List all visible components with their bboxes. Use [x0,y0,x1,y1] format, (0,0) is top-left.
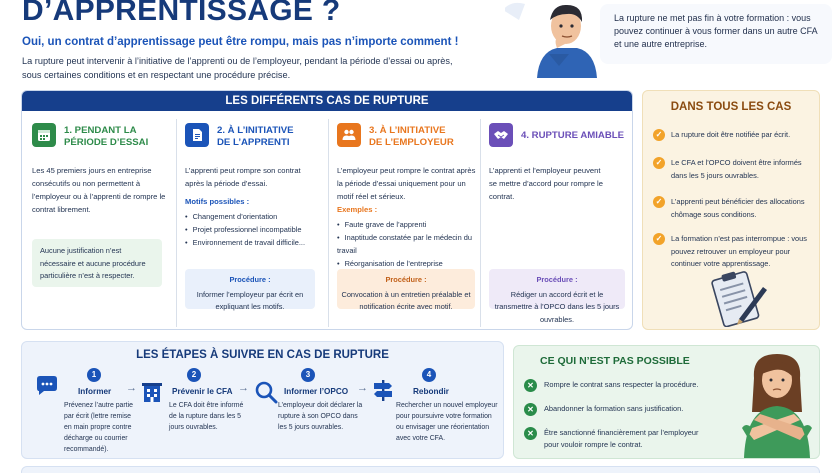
step-number: 4 [422,368,436,382]
cross-icon: ✕ [524,403,537,416]
case-description: L’employeur peut rompre le contrat après la période d’essai uniquement pour un motif réel et sérieux. [337,166,476,201]
case-title-line: DE L’EMPLOYEUR [369,137,454,148]
check-icon: ✓ [653,196,665,208]
intro-text: La rupture peut intervenir à l’initiative de l’apprenti ou de l’employeur, pendant la période d’essai ou après, sous certaines conditions et en respectant une procédure précise. [22,56,453,80]
all-cases-item-text: Le CFA et l’OPCO doivent être informés dans les 5 jours ouvrables. [671,158,802,180]
case-note-text: Aucune justification n’est nécessaire et aucune procédure particulière n’est à respecter. [40,246,146,280]
not-possible-item [524,379,714,391]
procedure-label: Procédure : [536,275,578,284]
case-description: Les 45 premiers jours en entreprise consécutifs ou non permettent à l’employeur ou à l’apprenti de rompre le contrat librement. [32,166,166,214]
procedure-box [489,269,625,324]
page-title: D’APPRENTISSAGE ? [22,0,341,27]
case-note-box [32,239,162,287]
case-subhead: Motifs possibles : [185,197,250,206]
thinking-man-illustration [505,0,605,78]
not-possible-item [524,403,714,415]
callout-text: La rupture ne met pas fin à votre formation : vous pouvez continuer à vous former dans un autre CFA et une autre entreprise. [614,13,818,49]
step-number: 2 [187,368,201,382]
cross-icon: ✕ [524,379,537,392]
not-possible-item-text: Rompre le contrat sans respecter la procédure. [544,380,699,389]
arrow-right-icon: → [126,382,137,394]
document-icon [185,123,209,147]
step-description: L’employeur doit déclarer la rupture à son OPCO dans les 5 jours ouvrables. [278,402,363,431]
case-employer-initiative [328,119,478,327]
bottom-section-edge [21,466,820,473]
all-cases-item [653,196,815,221]
step-number: 1 [87,368,101,382]
procedure-box [185,269,315,309]
all-cases-panel [642,90,820,330]
check-icon: ✓ [653,129,665,141]
case-title-line: 3. À L’INITIATIVE [369,125,446,136]
list-item: • Inaptitude constatée par le médecin du travail [337,231,478,257]
list-item: • Environnement de travail difficile... [185,236,305,249]
step-description: Le CFA doit être informé de la rupture dans les 5 jours ouvrables. [169,402,244,431]
all-cases-title: DANS TOUS LES CAS [670,101,792,113]
step-title: Informer [78,387,112,396]
not-possible-item [524,427,714,450]
all-cases-item-text: L’apprenti peut bénéficier des allocations chômage sous conditions. [671,197,805,219]
step-number: 3 [301,368,315,382]
arrow-right-icon: → [357,382,368,394]
all-cases-item-text: La formation n’est pas interrompue : vous pouvez retrouver un employeur pour continuer votre apprentissage. [671,234,807,268]
case-apprentice-initiative [176,119,326,327]
case-description: L’apprenti peut rompre son contrat après la période d’essai. [185,166,301,188]
rupture-cases-header: LES DIFFÉRENTS CAS DE RUPTURE [22,91,632,111]
case-title [369,125,454,149]
not-possible-title: CE QUI N’EST PAS POSSIBLE [540,355,690,367]
arrow-right-icon: → [238,382,249,394]
case-title-line: 2. À L’INITIATIVE [217,125,294,136]
list-item: • Réorganisation de l’entreprise [337,257,478,270]
list-item: • Changement d’orientation [185,210,305,223]
page-subtitle: Oui, un contrat d’apprentissage peut être rompu, mais pas n’importe comment ! [22,36,459,48]
case-title-line: PÉRIODE D’ESSAI [64,137,149,148]
step-description: Rechercher un nouvel employeur pour poursuivre votre formation ou envisager une réorientation avec votre CFA. [396,402,498,442]
case-title [521,130,624,142]
cross-icon: ✕ [524,427,537,440]
chat-bubble-icon [35,374,59,398]
not-possible-panel [513,345,820,459]
procedure-text: Rédiger un accord écrit et le transmettre à l’OPCO dans les 5 jours ouvrables. [494,289,620,324]
procedure-text: Informer l’employeur par écrit en expliquant les motifs. [196,289,304,311]
all-cases-item [653,157,815,182]
check-icon: ✓ [653,233,665,245]
case-title [64,125,148,149]
case-amicable [480,119,632,327]
case-trial-period [24,119,174,327]
case-description: L’apprenti et l’employeur peuvent se mettre d’accord pour rompre le contrat. [489,166,603,201]
woman-crossed-arms-illustration [736,348,818,458]
not-possible-item-text: Abandonner la formation sans justification. [544,404,684,413]
steps-title: LES ÉTAPES À SUIVRE EN CAS DE RUPTURE [136,349,389,361]
callout-bubble [600,4,832,64]
case-title-line: 1. PENDANT LA [64,125,137,136]
step-title: Rebondir [413,387,449,396]
step-title: Informer l’OPCO [284,387,349,396]
case-title-line: DE L’APPRENTI [217,137,290,148]
list-item: • Faute grave de l’apprenti [337,218,478,231]
step-description: Prévenez l’autre partie par écrit (lettre remise en main propre contre décharge ou courrier recommandé). [64,402,133,453]
procedure-label: Procédure : [229,275,271,284]
not-possible-item-text: Être sanctionné financièrement par l’employeur pour vouloir rompre le contrat. [544,428,699,449]
all-cases-item-text: La rupture doit être notifiée par écrit. [671,130,791,139]
all-cases-item [653,129,815,142]
case-title-line: 4. RUPTURE AMIABLE [521,130,625,141]
all-cases-item [653,233,815,271]
clipboard-icon [703,269,769,327]
building-icon [140,380,164,404]
list-item: • Projet professionnel incompatible [185,223,305,236]
procedure-text: Convocation à un entretien préalable et notification écrite avec motif. [341,289,471,311]
people-icon [337,123,361,147]
signpost-icon [371,378,395,402]
check-icon: ✓ [653,157,665,169]
magnifier-icon [254,380,278,404]
case-reasons-list [185,210,305,249]
procedure-label: Procédure : [385,275,427,284]
step-title: Prévenir le CFA [172,387,233,396]
rupture-cases-panel [21,90,633,330]
case-title [217,125,294,149]
calendar-icon [32,123,56,147]
procedure-box [337,269,475,309]
handshake-icon [489,123,513,147]
steps-panel [21,341,504,459]
case-subhead: Exemples : [337,205,378,214]
